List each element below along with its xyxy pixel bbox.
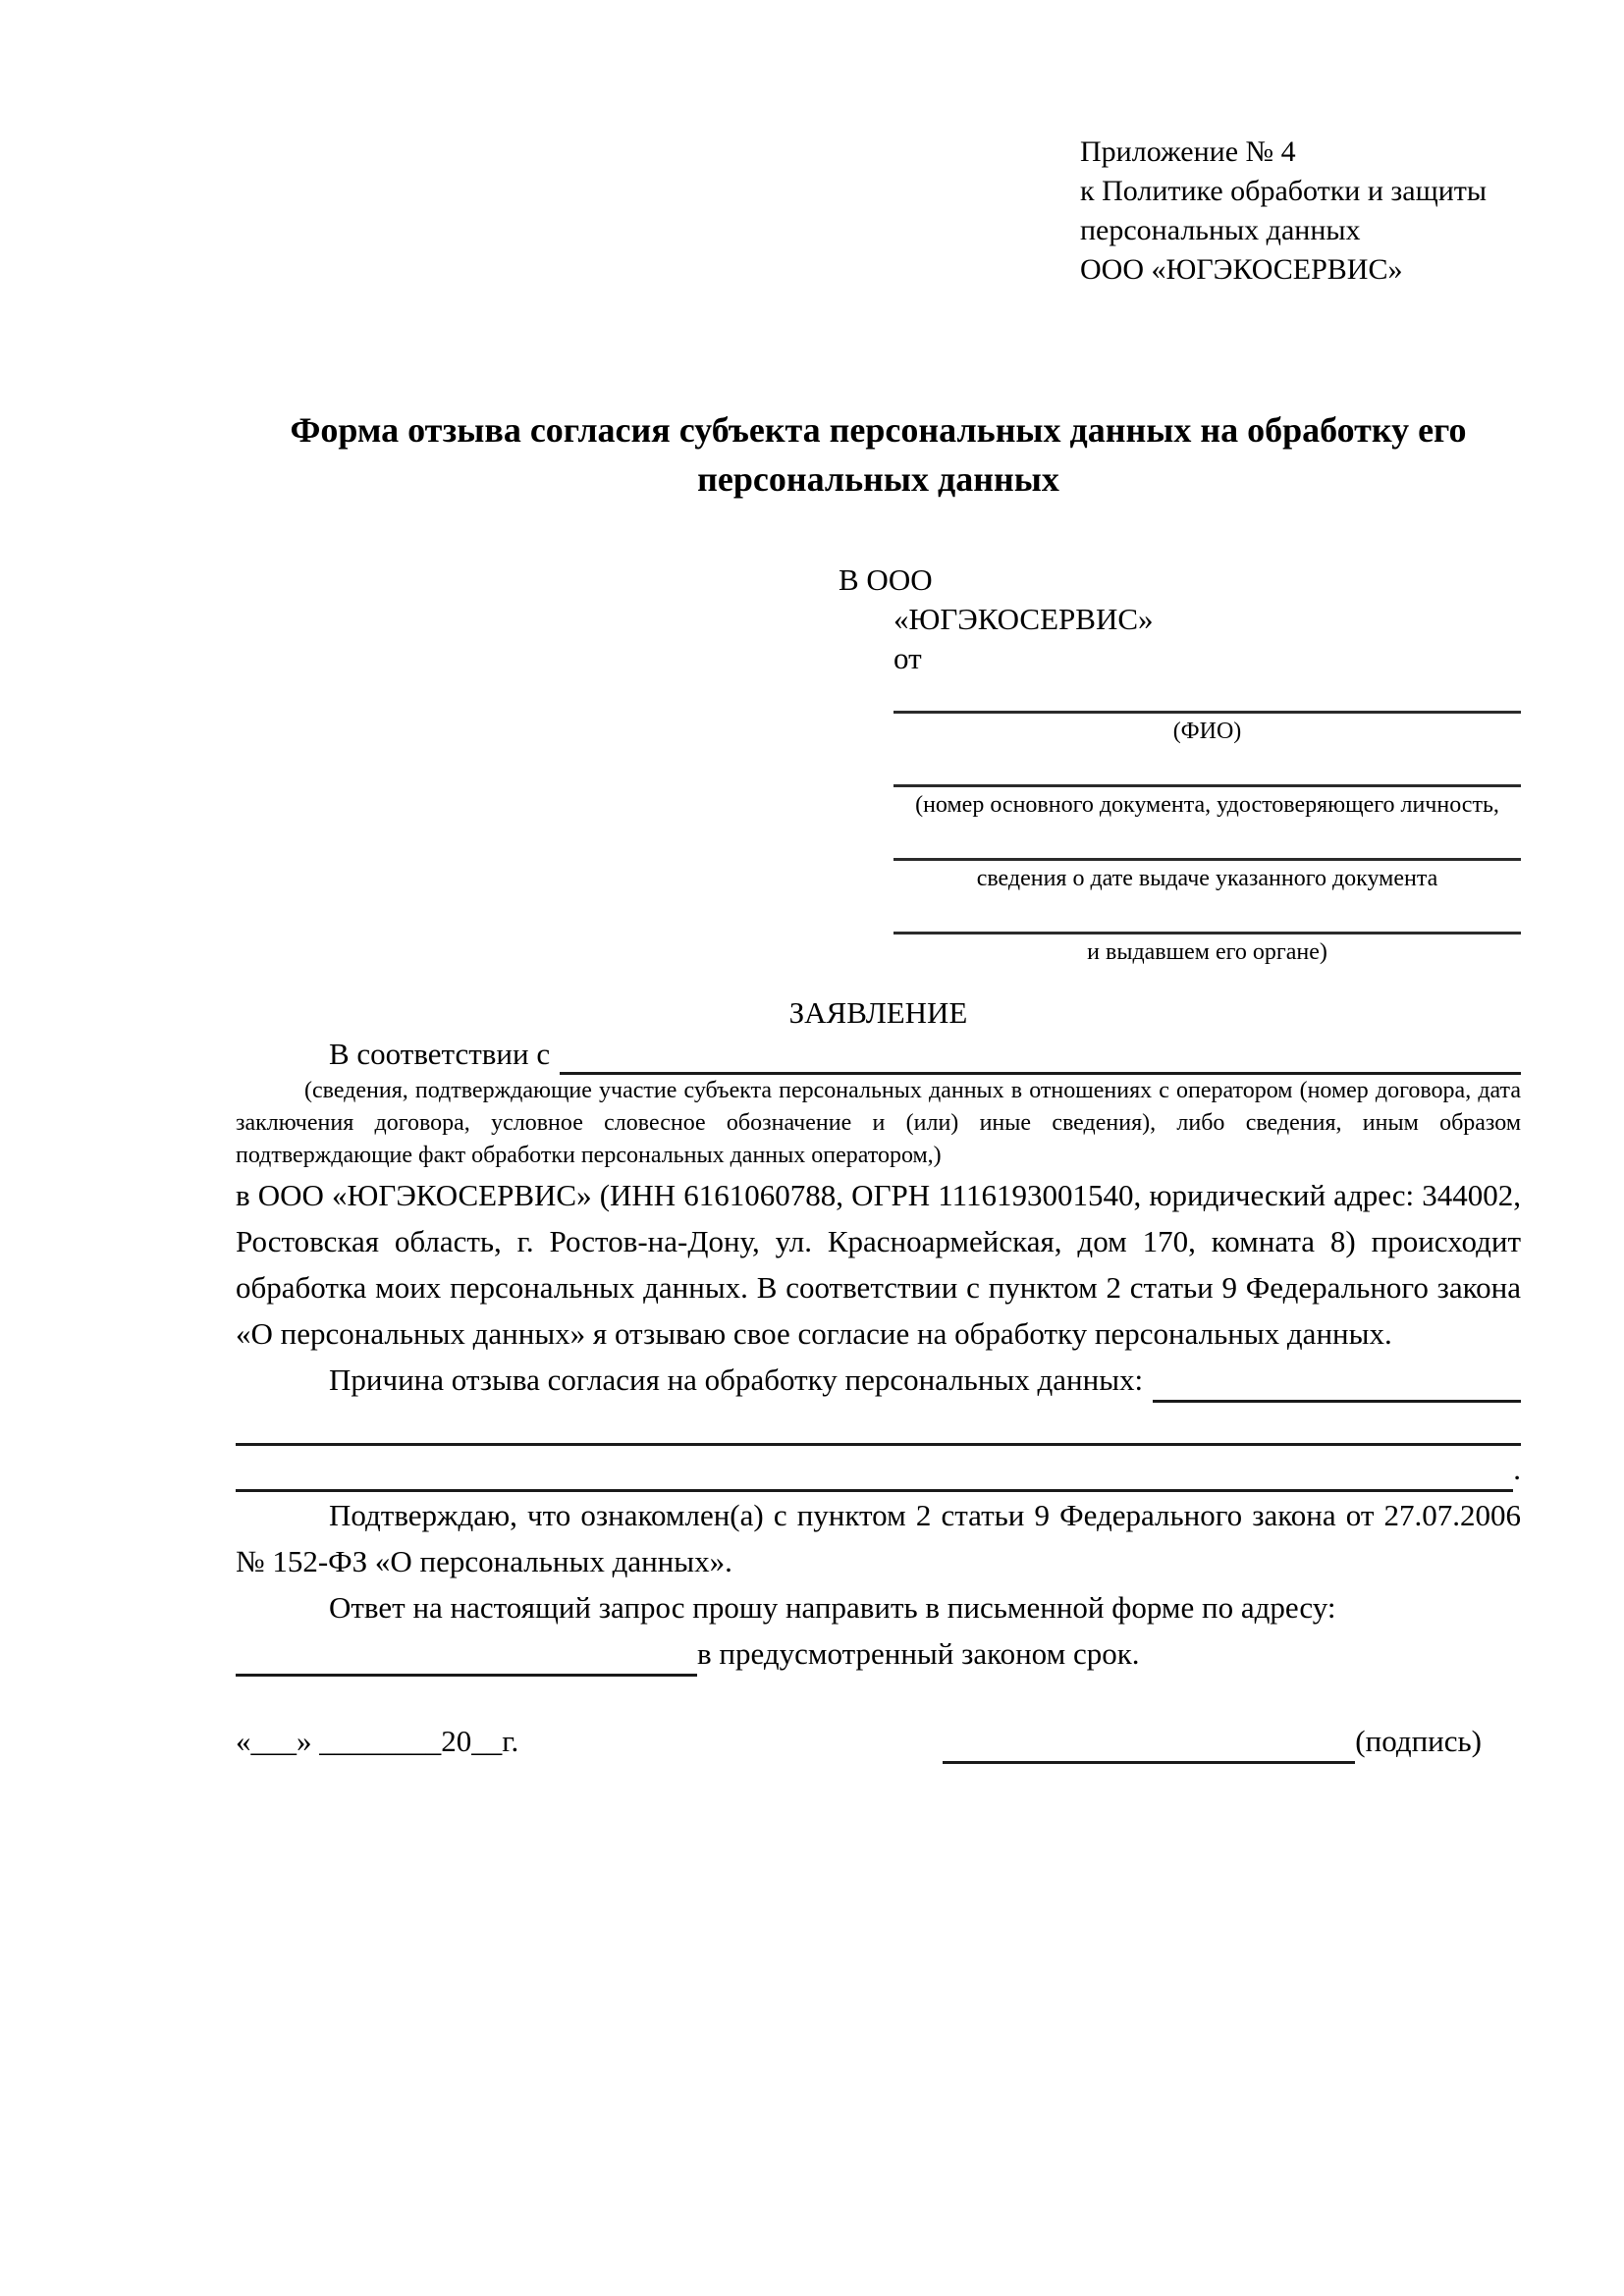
statement-body: в ООО «ЮГЭКОСЕРВИС» (ИНН 6161060788, ОГРН 1116193001540, юридический адрес: 344002, Ростовская область, г. Ростов-на-Дону, ул. Красноармейская, дом 170, комната 8) происходит обработка моих персональных данных. В соответствии с пунктом 2 статьи 9 Федерального закона «О персональных данных» я отзываю свое согласие на обработку персональных данных. — [236, 1178, 1521, 1351]
fio-blank-group — [893, 678, 1521, 746]
doc-number-caption: (номер основного документа, удостоверяющего личность, — [915, 792, 1499, 818]
appendix-line: Приложение № 4 — [1080, 135, 1296, 168]
addressee-org: «ЮГЭКОСЕРВИС» — [893, 602, 1154, 636]
accordance-label: В соответствии с — [329, 1037, 551, 1071]
reason-continuation-blank — [236, 1449, 1513, 1492]
issuer-blank-line — [893, 899, 1521, 934]
reply-address-row — [236, 1630, 1521, 1677]
signature-area — [943, 1718, 1482, 1764]
explanatory-note: (сведения, подтверждающие участие субъекта персональных данных в отношениях с оператором (номер договора, дата заключения договора, условное словесное обозначение и (или) иные сведения), либо сведения, иным образом подтверждающие факт обработки персональных данных оператором,) — [236, 1078, 1521, 1168]
issuer-blank-group — [893, 899, 1521, 967]
issue-date-blank-group — [893, 826, 1521, 893]
reason-label: Причина отзыва согласия на обработку персональных данных: — [329, 1362, 1144, 1397]
blank-terminator: . — [1513, 1452, 1521, 1486]
fio-blank-line — [893, 678, 1521, 714]
statement-heading: ЗАЯВЛЕНИЕ — [788, 995, 968, 1030]
reason-blank-line — [1153, 1367, 1521, 1403]
appendix-header — [1080, 133, 1521, 290]
signature-caption: (подпись) — [1355, 1724, 1482, 1758]
appendix-line: к Политике обработки и защиты — [1080, 175, 1488, 207]
reply-address-blank-line — [236, 1633, 697, 1677]
addressee-block — [839, 561, 1521, 967]
reason-row — [236, 1357, 1521, 1403]
confirmation-paragraph: Подтверждаю, что ознакомлен(а) с пунктом 2 статьи 9 Федерального закона от 27.07.2006 № 152-ФЗ «О персональных данных». — [236, 1498, 1521, 1578]
reason-continuation-line-1 — [236, 1403, 1521, 1446]
accordance-row — [236, 1034, 1521, 1075]
doc-number-blank-group — [893, 752, 1521, 820]
appendix-line: персональных данных — [1080, 214, 1361, 246]
addressee-from: от — [893, 641, 922, 675]
issuer-caption: и выдавшем его органе) — [1087, 939, 1327, 965]
date-line: «___» ________20__г. — [236, 1724, 519, 1758]
accordance-blank-line — [560, 1040, 1521, 1075]
fio-caption: (ФИО) — [1172, 719, 1242, 744]
addressee-to: В ООО — [839, 562, 933, 597]
reply-paragraph: Ответ на настоящий запрос прошу направить в письменной форме по адресу: — [329, 1590, 1336, 1625]
signature-blank-line — [943, 1721, 1355, 1764]
issue-date-blank-line — [893, 826, 1521, 861]
reason-continuation-line-2 — [236, 1446, 1521, 1492]
signature-row — [236, 1718, 1521, 1764]
reply-tail: в предусмотренный законом срок. — [697, 1636, 1140, 1671]
appendix-line: ООО «ЮГЭКОСЕРВИС» — [1080, 253, 1403, 286]
issue-date-caption: сведения о дате выдаче указанного документа — [976, 866, 1438, 891]
doc-number-blank-line — [893, 752, 1521, 787]
document-title: Форма отзыва согласия субъекта персональных данных на обработку его персональных данных — [290, 410, 1467, 499]
